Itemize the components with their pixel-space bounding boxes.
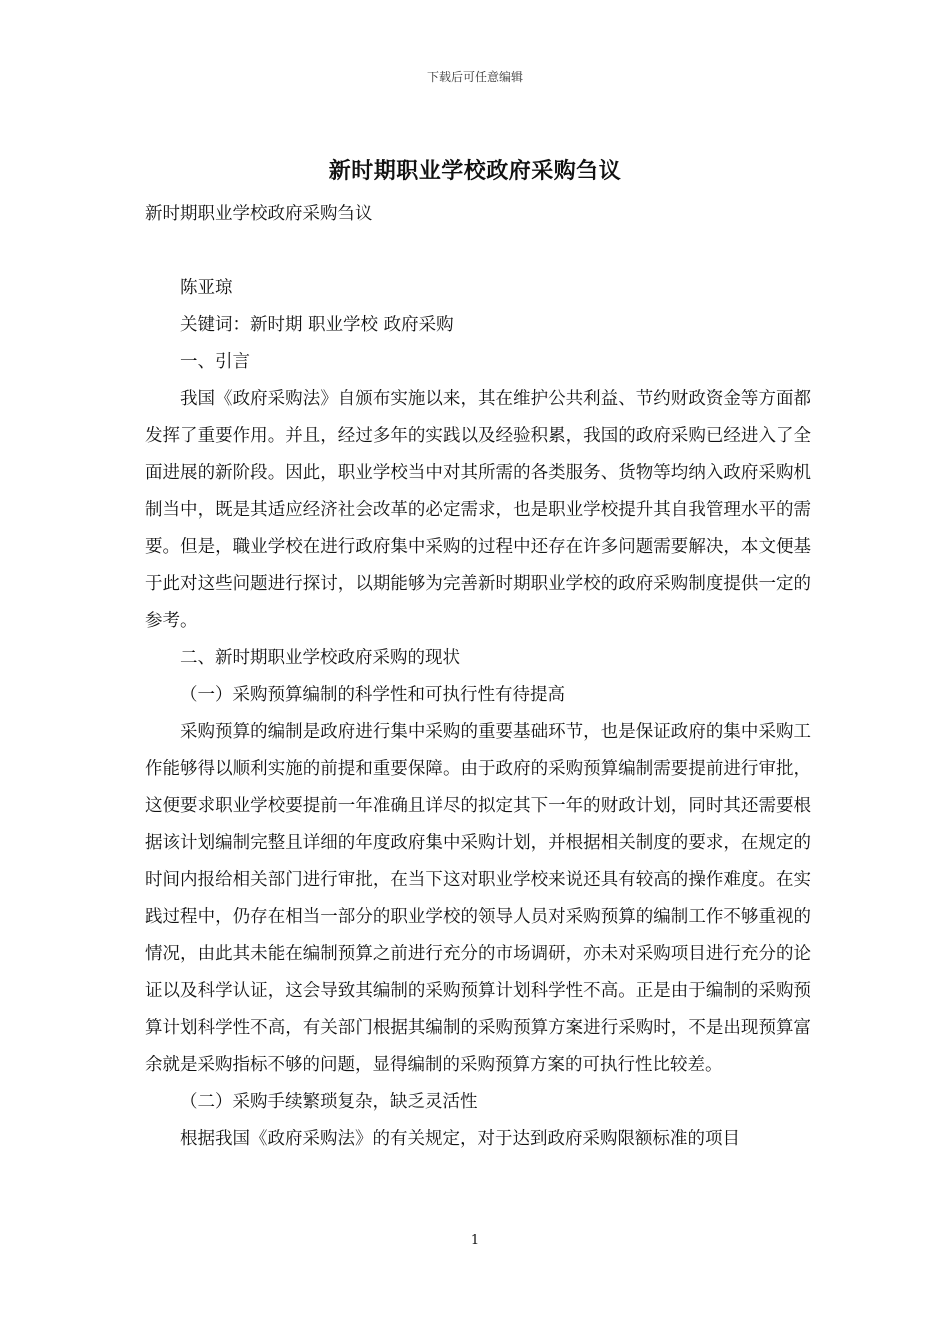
paragraph-budget: 采购预算的编制是政府进行集中采购的重要基础环节，也是保证政府的集中采购工作能够得以顺利实施的前提和重要保障。由于政府的采购预算编制需要提前进行审批，这便要求职业学校要提前一年准确且详尽的拟定其下一年的财政计划，同时其还需要根据该计划编制完整且详细的年度政府集中采购计划，并根据相关制度的要求，在规定的时间内报给相关部门进行审批，在当下这对职业学校来说还具有较高的操作难度。在实践过程中，仍存在相当一部分的职业学校的领导人员对采购预算的编制工作不够重视的情况，由此其未能在编制预算之前进行充分的市场调研，亦未对采购项目进行充分的论证以及科学认证，这会导致其编制的采购预算计划科学性不高。正是由于编制的采购预算计划科学性不高，有关部门根据其编制的采购预算方案进行采购时，不是出现预算富余就是采购指标不够的问题，显得编制的采购预算方案的可执行性比较差。 xyxy=(145,722,811,1075)
document-title: 新时期职业学校政府采购刍议 xyxy=(328,158,622,184)
subsection-heading-procedures: （二）采购手续繁琐复杂，缺乏灵活性 xyxy=(180,1092,478,1112)
subtitle: 新时期职业学校政府采购刍议 xyxy=(145,204,373,224)
keywords: 关键词：新时期 职业学校 政府采购 xyxy=(180,315,454,335)
section-heading-status: 二、新时期职业学校政府采购的现状 xyxy=(180,648,460,668)
header-note: 下载后可任意编辑 xyxy=(426,70,523,84)
document-body xyxy=(145,196,811,1158)
page-number: 1 xyxy=(470,1233,480,1248)
subsection-heading-budget: （一）采购预算编制的科学性和可执行性有待提高 xyxy=(180,685,565,705)
section-heading-introduction: 一、引言 xyxy=(180,352,250,372)
paragraph-procedures: 根据我国《政府采购法》的有关规定，对于达到政府采购限额标准的项目 xyxy=(180,1129,740,1149)
author: 陈亚琼 xyxy=(180,278,233,298)
paragraph-introduction: 我国《政府采购法》自颁布实施以来，其在维护公共利益、节约财政资金等方面都发挥了重要作用。并且，经过多年的实践以及经验积累，我国的政府采购已经进入了全面进展的新阶段。因此，职业学校当中对其所需的各类服务、货物等均纳入政府采购机制当中，既是其适应经济社会改革的必定需求，也是职业学校提升其自我管理水平的需要。但是，職业学校在进行政府集中采购的过程中还存在许多问题需要解决，本文便基于此对这些问题进行探讨，以期能够为完善新时期职业学校的政府采购制度提供一定的参考。 xyxy=(145,389,811,631)
